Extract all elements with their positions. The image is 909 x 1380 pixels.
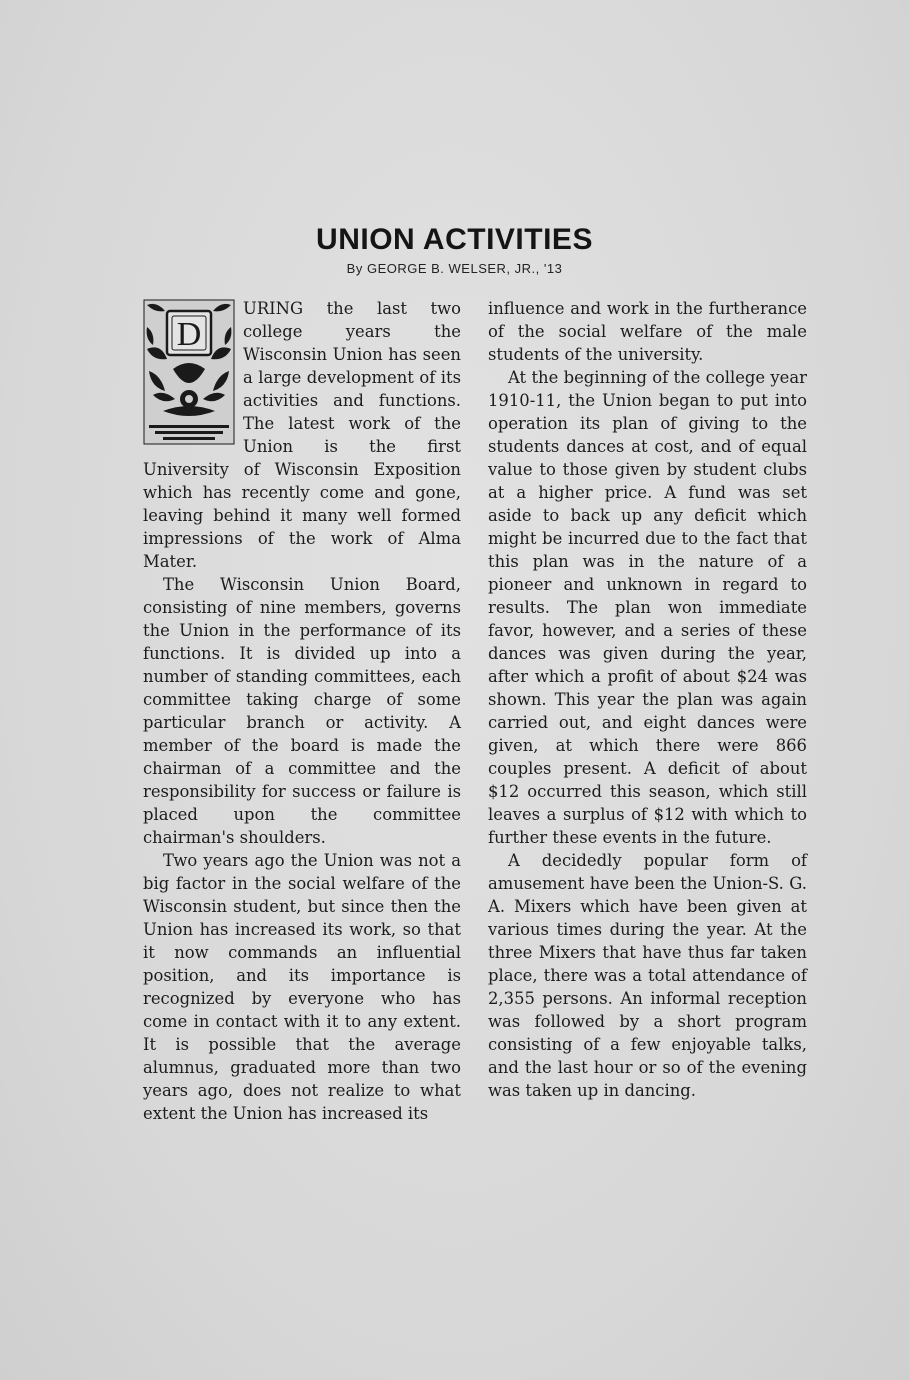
paragraph-5: A decidedly popular form of amusement have been the Union-S. G. A. Mixers which have been given at various times during the year. At the three Mixers that have thus far taken place, there was a total attendance of 2,355 persons. An informal reception was followed by a short program consisting of a few enjoyable talks, and the last hour or so of the evening was taken up in dancing. [488,851,807,1100]
right-column [488,297,807,1102]
article-byline: By GEORGE B. WELSER, JR., '13 [346,261,563,276]
paragraph-3: Two years ago the Union was not a big factor in the social welfare of the Wisconsin student, but since then the Union has increased its work, so that it now commands an influential position, and its importance is recognized by everyone who has come in contact with it to any extent. It is possible that the average alumnus, graduated more than two years ago, does not realize to what extent the Union has increased its [143,851,461,1123]
paragraph-4: At the beginning of the college year 1910-11, the Union began to put into operation its plan of giving to the students dances at cost, and of equal value to those given by student clubs at a higher price. A fund was set aside to back up any deficit which might be incurred due to the fact that this plan was in the nature of a pioneer and unknown in regard to results. The plan won immediate favor, however, and a series of these dances was given during the year, after which a profit of about $24 was shown. This year the plan was again carried out, and eight dances were given, at which there were 866 couples present. A deficit of about $12 occurred this season, which still leaves a surplus of $12 with which to further these events in the future. [488,368,807,847]
paragraph-1: URING the last two college years the Wisconsin Union has seen a large development of its activities and functions. The latest work of the Union is the first University of Wisconsin Exposition which has recently come and gone, leaving behind it many well formed impressions of the work of Alma Mater. [143,299,461,571]
paragraph-3-continued: influence and work in the furtherance of the social welfare of the male students of the university. [488,299,807,364]
left-column [143,297,461,1125]
drop-cap-letter: D [176,316,202,353]
drop-cap-ornament-icon [143,299,235,445]
article-title: UNION ACTIVITIES [316,223,593,256]
paragraph-2: The Wisconsin Union Board, consisting of nine members, governs the Union in the performance of its functions. It is divided up into a number of standing committees, each committee taking charge of some particular branch or activity. A member of the board is made the chairman of a committee and the responsibility for success or failure is placed upon the committee chairman's shoulders. [143,575,461,847]
ornamental-drop-cap [143,299,235,445]
